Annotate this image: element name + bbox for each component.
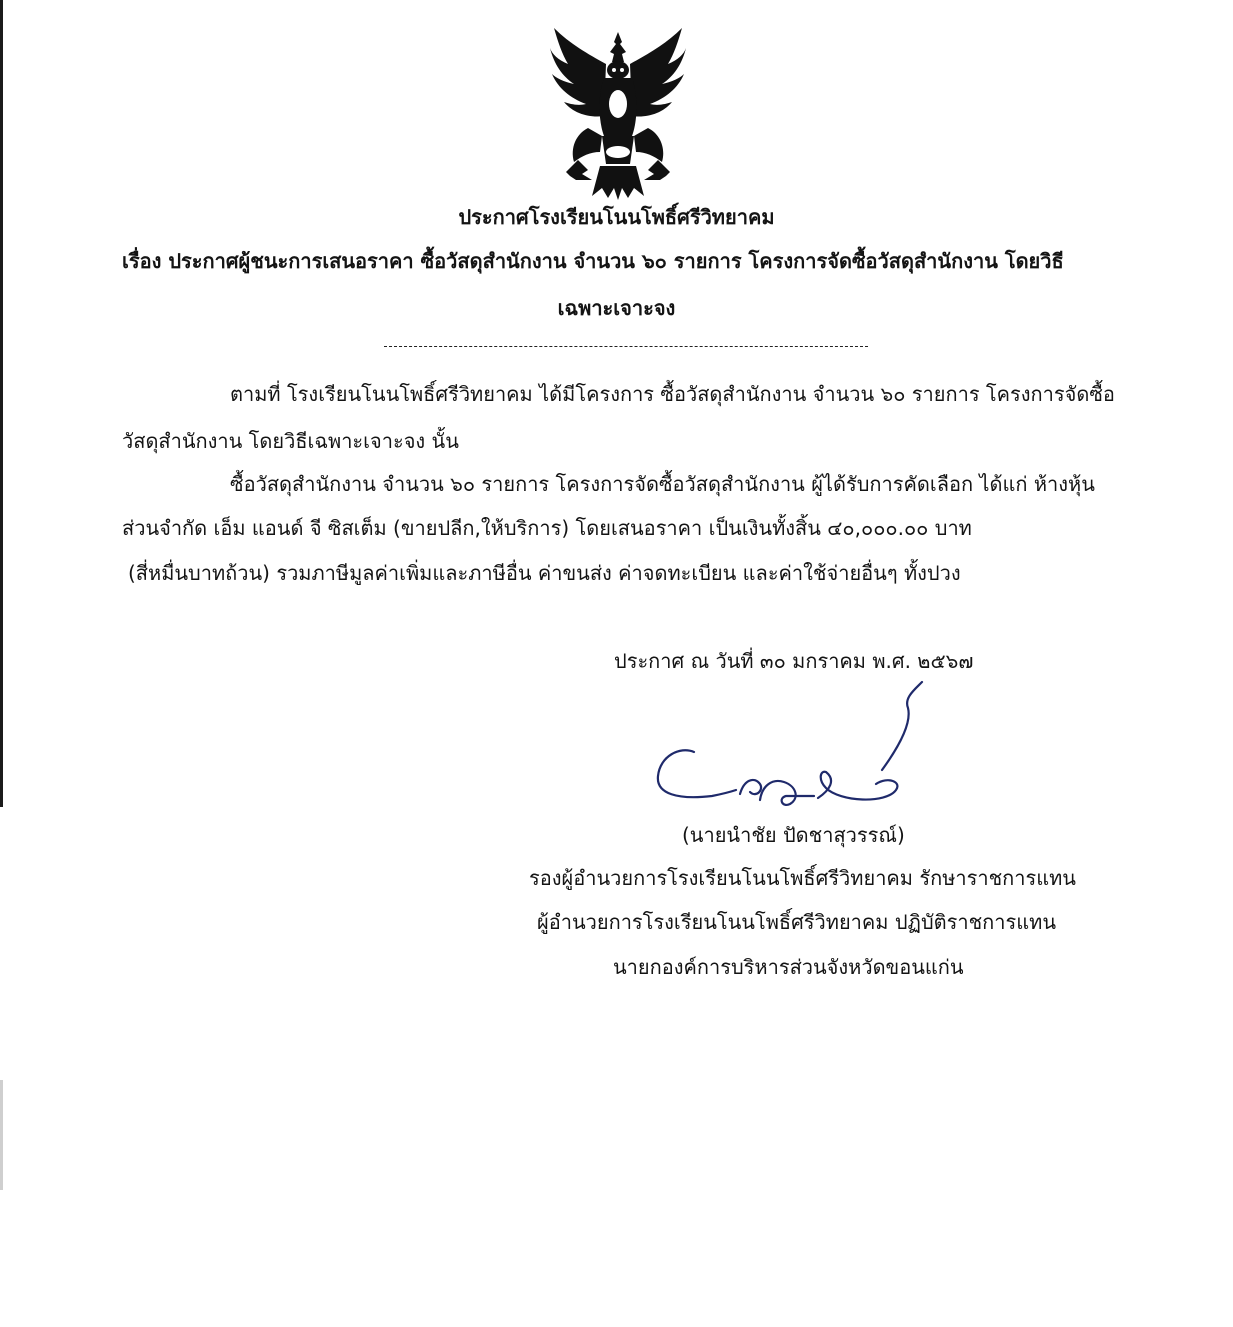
scan-edge bbox=[0, 0, 3, 807]
garuda-emblem-icon bbox=[548, 24, 688, 200]
separator-rule bbox=[384, 346, 868, 347]
paragraph-1-line-1: ตามที่ โรงเรียนโนนโพธิ์ศรีวิทยาคม ได้มีโครงการ ซื้อวัสดุสำนักงาน จำนวน ๖๐ รายการ โครงการจัดซื้อ bbox=[230, 382, 1115, 406]
subject-line-2: เฉพาะเจาะจง bbox=[557, 296, 676, 320]
paragraph-2-line-1: ซื้อวัสดุสำนักงาน จำนวน ๖๐ รายการ โครงการจัดซื้อวัสดุสำนักงาน ผู้ได้รับการคัดเลือก ได้แก่ ห้างหุ้น bbox=[230, 472, 1095, 496]
announcement-date: ประกาศ ณ วันที่ ๓๐ มกราคม พ.ศ. ๒๕๖๗ bbox=[614, 649, 974, 673]
paragraph-2-line-2: ส่วนจำกัด เอ็ม แอนด์ จี ซิสเต็ม (ขายปลีก,ให้บริการ) โดยเสนอราคา เป็นเงินทั้งสิ้น ๔๐,๐๐๐.๐๐ บาท bbox=[122, 516, 972, 540]
scan-edge-lower bbox=[0, 1080, 3, 1190]
document-title: ประกาศโรงเรียนโนนโพธิ์ศรีวิทยาคม bbox=[458, 205, 775, 229]
paragraph-1-line-2: วัสดุสำนักงาน โดยวิธีเฉพาะเจาะจง นั้น bbox=[122, 429, 459, 453]
signature bbox=[650, 672, 950, 822]
paragraph-2-line-3: (สี่หมื่นบาทถ้วน) รวมภาษีมูลค่าเพิ่มและภาษีอื่น ค่าขนส่ง ค่าจดทะเบียน และค่าใช้จ่ายอื่นๆ ทั้งปวง bbox=[128, 561, 961, 585]
subject-line-1: เรื่อง ประกาศผู้ชนะการเสนอราคา ซื้อวัสดุสำนักงาน จำนวน ๖๐ รายการ โครงการจัดซื้อวัสดุสำนักงาน โดยวิธี bbox=[122, 249, 1064, 273]
signer-position-line-3: นายกองค์การบริหารส่วนจังหวัดขอนแก่น bbox=[613, 955, 964, 979]
signer-position-line-2: ผู้อำนวยการโรงเรียนโนนโพธิ์ศรีวิทยาคม ปฏิบัติราชการแทน bbox=[537, 910, 1057, 934]
signer-position-line-1: รองผู้อำนวยการโรงเรียนโนนโพธิ์ศรีวิทยาคม รักษาราชการแทน bbox=[529, 866, 1076, 890]
signer-name: (นายนำชัย ปัดชาสุวรรณ์) bbox=[682, 823, 905, 847]
